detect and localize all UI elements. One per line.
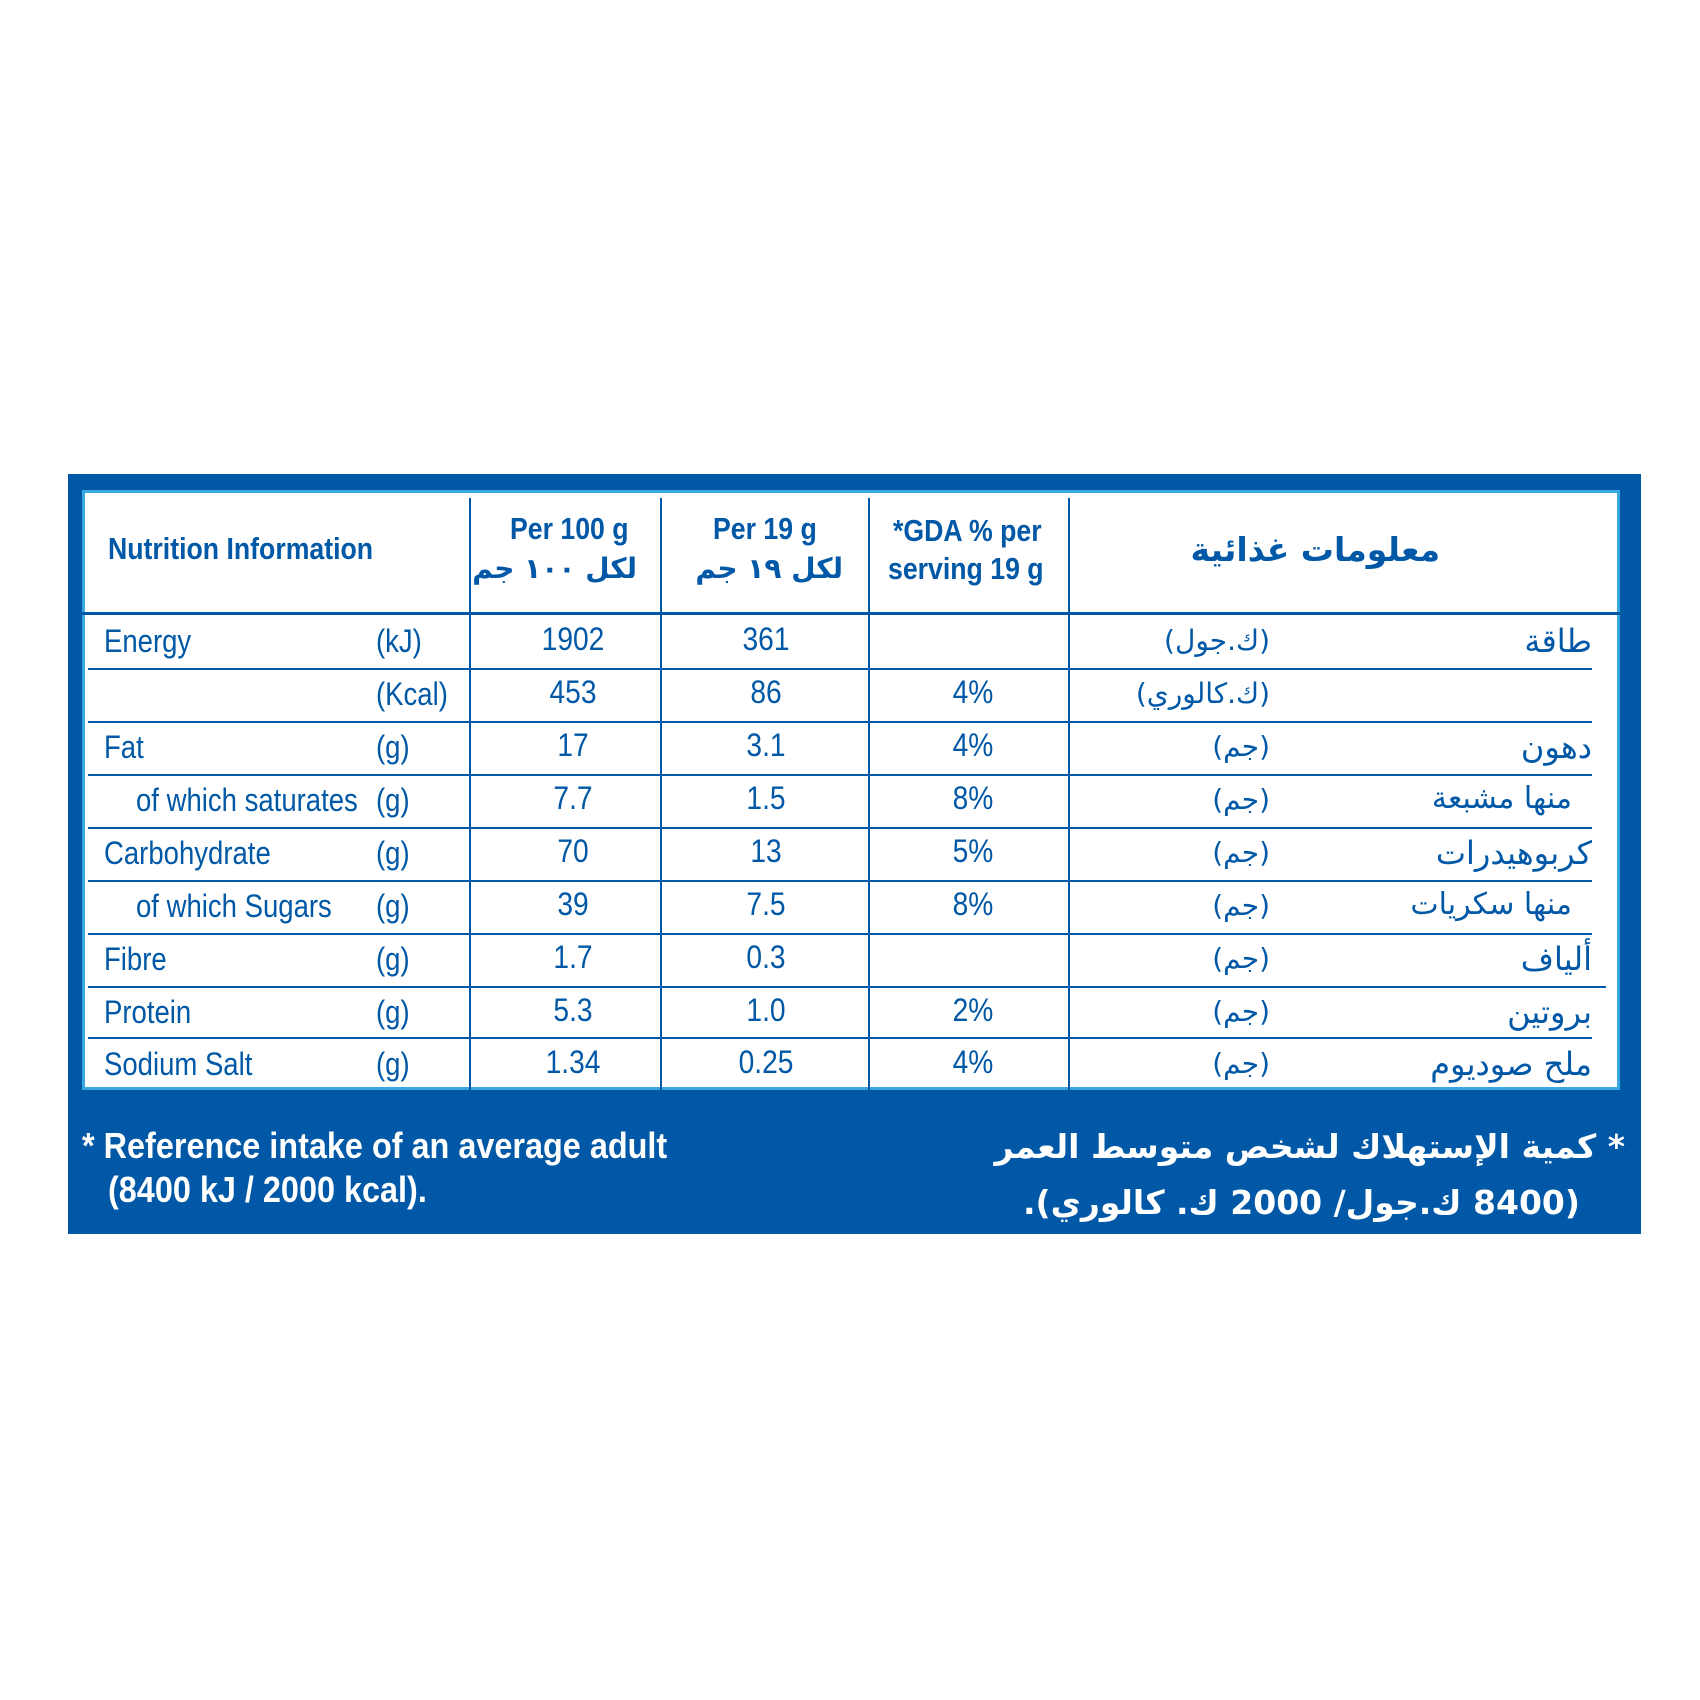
footnote-ar-line1: * كمية الإستهلاك لشخص متوسط العمر bbox=[994, 1127, 1625, 1166]
table-title-en: Nutrition Information bbox=[108, 531, 374, 566]
row-unit-ar: (جم) bbox=[1212, 942, 1270, 975]
row-divider bbox=[88, 1037, 1592, 1039]
row-label-en: Fat bbox=[104, 729, 144, 765]
row-unit-en: (g) bbox=[376, 941, 410, 977]
row-per100: 1.7 bbox=[553, 939, 593, 975]
row-per19: 361 bbox=[742, 621, 790, 657]
row-label-ar: ملح صوديوم bbox=[1430, 1045, 1592, 1083]
row-divider bbox=[88, 880, 1592, 882]
row-gda: 4% bbox=[952, 727, 994, 763]
column-divider bbox=[868, 498, 870, 1090]
row-unit-ar: (ك.كالوري) bbox=[1135, 677, 1270, 710]
row-per19: 0.3 bbox=[746, 939, 786, 975]
row-per100: 39 bbox=[557, 886, 589, 922]
column-divider bbox=[1068, 498, 1070, 1090]
row-gda: 8% bbox=[952, 780, 994, 816]
footnote-en-line2: (8400 kJ / 2000 kcal). bbox=[108, 1169, 427, 1210]
col-per19-ar: لكل ١٩ جم bbox=[695, 552, 843, 585]
row-label-en: Fibre bbox=[104, 941, 167, 977]
row-gda: 5% bbox=[952, 833, 994, 869]
footnote-en-line1: * Reference intake of an average adult bbox=[82, 1125, 668, 1166]
row-per19: 0.25 bbox=[738, 1044, 794, 1080]
row-unit-ar: (جم) bbox=[1212, 730, 1270, 763]
row-divider bbox=[88, 668, 1592, 670]
row-label-en: of which Sugars bbox=[136, 888, 332, 924]
row-gda: 4% bbox=[952, 1044, 994, 1080]
header-divider bbox=[82, 612, 1620, 615]
col-gda-line1: *GDA % per bbox=[893, 513, 1042, 548]
row-label-ar: منها سكريات bbox=[1410, 887, 1572, 922]
row-label-en: of which saturates bbox=[136, 782, 358, 818]
row-label-ar: بروتين bbox=[1507, 993, 1592, 1031]
row-per100: 5.3 bbox=[553, 992, 593, 1028]
column-divider bbox=[469, 498, 471, 1090]
row-gda: 2% bbox=[952, 992, 994, 1028]
row-unit-ar: (جم) bbox=[1212, 889, 1270, 922]
row-per100: 453 bbox=[549, 674, 597, 710]
col-per100-ar: لكل ١٠٠ جم bbox=[472, 552, 637, 585]
row-divider bbox=[88, 986, 1606, 988]
row-unit-en: (Kcal) bbox=[376, 676, 448, 712]
row-per19: 13 bbox=[750, 833, 782, 869]
table-title-ar: معلومات غذائية bbox=[1190, 530, 1440, 569]
row-per19: 3.1 bbox=[746, 727, 786, 763]
row-unit-en: (kJ) bbox=[376, 623, 422, 659]
row-label-ar: دهون bbox=[1520, 728, 1592, 766]
col-per19-en: Per 19 g bbox=[713, 511, 817, 546]
row-unit-en: (g) bbox=[376, 729, 410, 765]
row-gda: 8% bbox=[952, 886, 994, 922]
row-per100: 1902 bbox=[541, 621, 605, 657]
row-unit-en: (g) bbox=[376, 835, 410, 871]
row-unit-en: (g) bbox=[376, 994, 410, 1030]
row-per100: 7.7 bbox=[553, 780, 593, 816]
row-unit-ar: (جم) bbox=[1212, 1047, 1270, 1080]
col-gda-line2: serving 19 g bbox=[888, 551, 1044, 586]
row-label-ar: طاقة bbox=[1524, 622, 1592, 660]
row-per100: 17 bbox=[557, 727, 589, 763]
row-label-ar: كربوهيدرات bbox=[1435, 834, 1592, 872]
row-label-ar: منها مشبعة bbox=[1431, 781, 1572, 816]
row-divider bbox=[88, 933, 1592, 935]
row-divider bbox=[88, 827, 1592, 829]
row-per19: 86 bbox=[750, 674, 782, 710]
row-unit-ar: (جم) bbox=[1212, 783, 1270, 816]
col-per100-en: Per 100 g bbox=[510, 511, 629, 546]
row-divider bbox=[88, 721, 1592, 723]
row-unit-ar: (جم) bbox=[1212, 836, 1270, 869]
row-label-en: Energy bbox=[104, 623, 192, 659]
row-unit-en: (g) bbox=[376, 1046, 410, 1082]
column-divider bbox=[660, 498, 662, 1090]
row-label-ar: ألياف bbox=[1520, 940, 1592, 978]
row-label-en: Carbohydrate bbox=[104, 835, 271, 871]
row-per100: 1.34 bbox=[545, 1044, 601, 1080]
row-per100: 70 bbox=[557, 833, 589, 869]
row-per19: 1.0 bbox=[746, 992, 786, 1028]
row-unit-ar: (جم) bbox=[1212, 995, 1270, 1028]
row-label-en: Protein bbox=[104, 994, 192, 1030]
row-label-en: Sodium Salt bbox=[104, 1046, 253, 1082]
row-per19: 7.5 bbox=[746, 886, 786, 922]
row-unit-en: (g) bbox=[376, 782, 410, 818]
row-unit-en: (g) bbox=[376, 888, 410, 924]
row-unit-ar: (ك.جول) bbox=[1164, 624, 1270, 657]
row-gda: 4% bbox=[952, 674, 994, 710]
footnote-ar-line2: (8400 ك.جول/ 2000 ك. كالوري). bbox=[1022, 1183, 1580, 1222]
row-divider bbox=[88, 774, 1592, 776]
row-per19: 1.5 bbox=[746, 780, 786, 816]
